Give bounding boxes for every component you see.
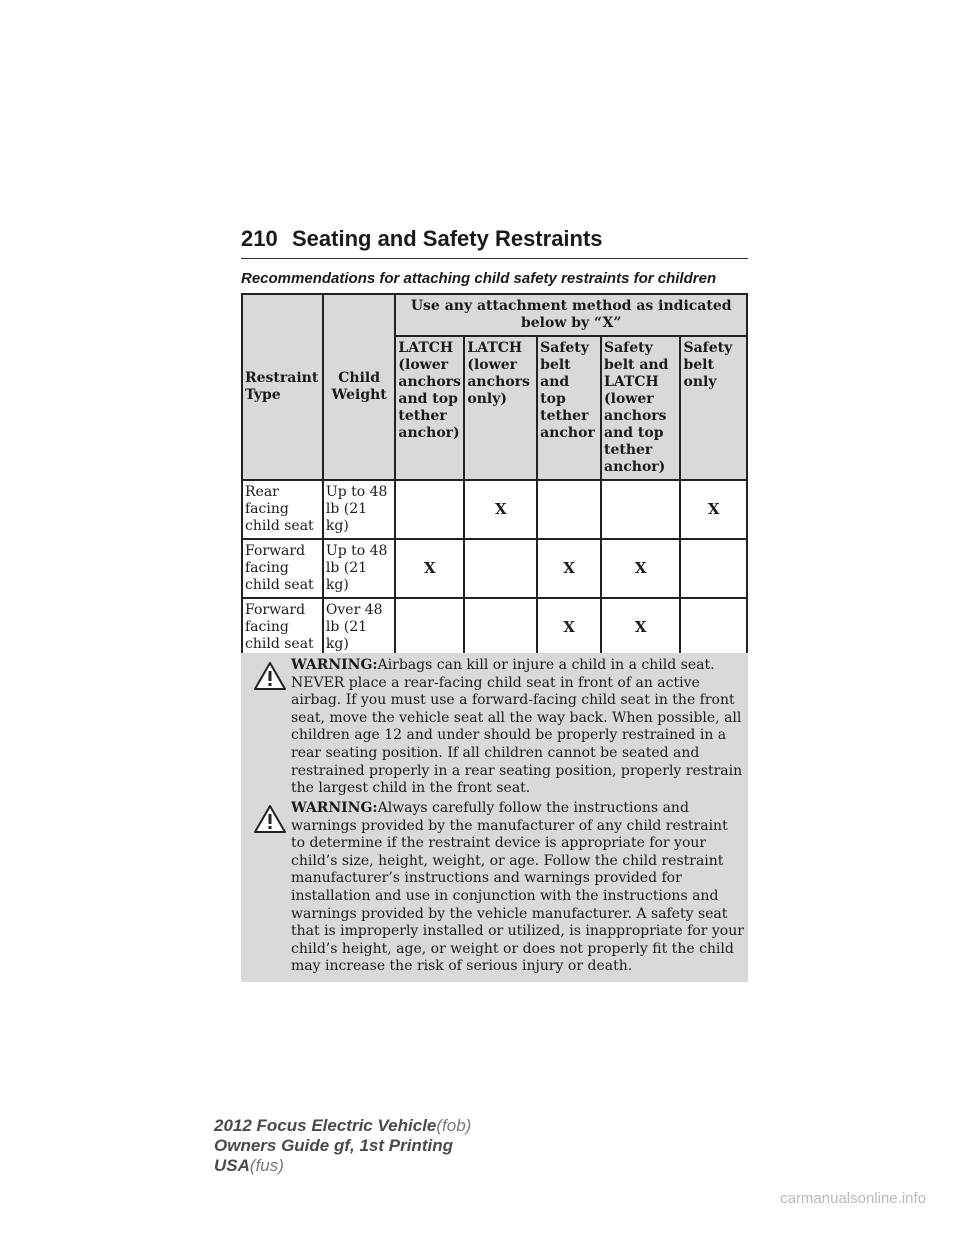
child-weight-header: Child Weight [323,294,395,480]
warning-body: Airbags can kill or injure a child in a child seat. NEVER place a rear-facing child seat in front of an active airbag. If you must use a forward-facing child seat in the front seat, move the vehicle seat all the way back. When possible, all children age 12 and under should be properly restrained in a rear seating position. If all children cannot be seated and restrained properly in a rear seating position, properly restrain the largest child in the front seat. [291,657,743,797]
footer-market-code: (fus) [249,1156,284,1175]
footer-vehicle: 2012 Focus Electric Vehicle [214,1116,437,1135]
method-mark [680,539,747,598]
warning-text [245,800,744,976]
method-mark: X [464,480,537,539]
method-mark [395,480,464,539]
method-mark: X [680,480,747,539]
footer-line-3 [214,1156,471,1176]
method-mark: X [395,539,464,598]
method-header: Safety belt and LATCH (lower anchors and top tether anchor) [601,336,680,480]
method-header: LATCH (lower anchors and top tether anchor) [395,336,464,480]
table-header-row [242,294,747,336]
table-row [242,480,747,539]
warning-box-airbag [241,653,748,804]
child-weight-cell: Up to 48 lb (21 kg) [323,539,395,598]
child-weight-cell: Up to 48 lb (21 kg) [323,480,395,539]
method-mark [395,598,464,657]
footer-market: USA [214,1156,250,1175]
method-mark [680,598,747,657]
restraint-type-cell: Forward facing child seat [242,598,323,657]
method-mark [537,480,601,539]
header-rule [241,258,748,259]
restraint-table [241,293,748,658]
method-mark: X [537,539,601,598]
method-mark [464,539,537,598]
method-mark: X [601,539,680,598]
method-mark: X [537,598,601,657]
method-mark: X [601,598,680,657]
table-row [242,598,747,657]
warning-triangle-icon [253,804,287,834]
table-title: Recommendations for attaching child safety restraints for children [241,270,717,287]
method-mark [464,598,537,657]
method-header: Safety belt only [680,336,747,480]
restraint-type-cell: Rear facing child seat [242,480,323,539]
warning-text [245,657,744,798]
warning-box-child-restraint [241,796,748,982]
footer-line-2: Owners Guide gf, 1st Printing [214,1136,453,1155]
warning-label: WARNING: [291,657,378,673]
restraint-type-cell: Forward facing child seat [242,539,323,598]
restraint-type-header: Restraint Type [242,294,323,480]
attachment-method-header: Use any attachment method as indicated below by “X” [395,294,747,336]
child-weight-cell: Over 48 lb (21 kg) [323,598,395,657]
method-header: Safety belt and top tether anchor [537,336,601,480]
warning-body: Always carefully follow the instructions and warnings provided by the manufacturer of any child restraint to determine if the restraint device is appropriate for your child’s size, height, weight, or age. Follow the child restraint manufacturer’s instructions and warnings provided for installation and use in conjunction with the instructions and warnings provided by the vehicle manufacturer. A safety seat that is improperly installed or utilized, is inappropriate for your child’s height, age, or weight or does not properly fit the child may increase the risk of serious injury or death. [291,800,744,975]
watermark: carmanualsonline.info [780,1190,926,1207]
warning-label: WARNING: [291,800,378,816]
method-mark [601,480,680,539]
section-title: Seating and Safety Restraints [292,226,603,251]
footer-line-1 [214,1116,471,1136]
warning-triangle-icon [253,661,287,691]
footer-vehicle-code: (fob) [436,1116,472,1135]
page-number: 210 [241,226,278,251]
print-footer [214,1116,471,1176]
table-row [242,539,747,598]
method-header: LATCH (lower anchors only) [464,336,537,480]
